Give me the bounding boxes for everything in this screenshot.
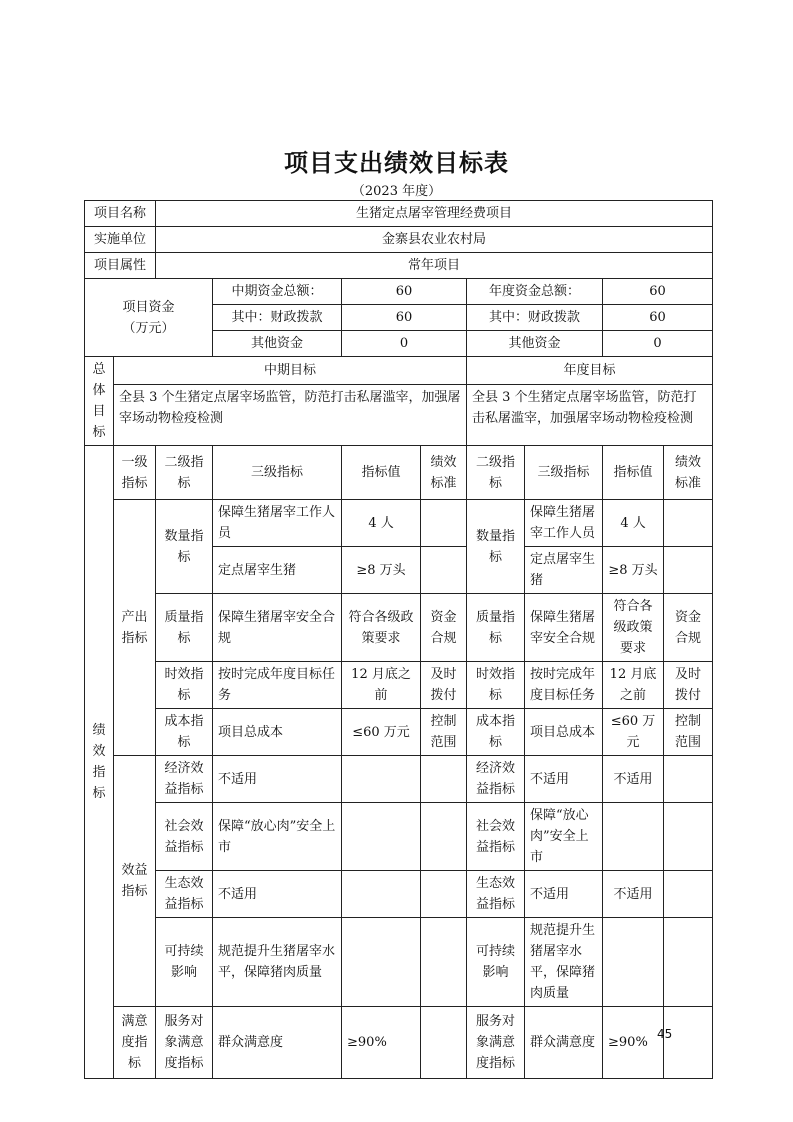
- performance-indicator-label: 绩效指标: [85, 446, 114, 1079]
- header-value: 指标值: [342, 446, 421, 500]
- annual-fiscal-label: 其中：财政拨款: [467, 305, 603, 331]
- standard-annual-cell: [664, 547, 713, 594]
- header-level3-annual: 三级指标: [525, 446, 603, 500]
- table-row: [85, 709, 713, 756]
- level3-annual-cell: 按时完成年度目标任务: [525, 662, 603, 709]
- benefit-indicator-label: 效益指标: [114, 756, 156, 1007]
- output-indicator-label: 产出指标: [114, 500, 156, 756]
- level3-cell: 定点屠宰生猪: [213, 547, 342, 594]
- value-cell: ≥90%: [342, 1007, 421, 1079]
- standard-annual-cell: [664, 500, 713, 547]
- header-standard-annual: 绩效标准: [664, 446, 713, 500]
- standard-annual-cell: [664, 803, 713, 871]
- level2-annual-cell: 生态效益指标: [467, 871, 525, 918]
- level2-annual-cell: 服务对象满意度指标: [467, 1007, 525, 1079]
- header-level2: 二级指标: [156, 446, 213, 500]
- standard-annual-cell: [664, 1007, 713, 1079]
- value-cell: [342, 803, 421, 871]
- mid-total-value: 60: [342, 279, 467, 305]
- level3-cell: 不适用: [213, 756, 342, 803]
- project-name-value: 生猪定点屠宰管理经费项目: [156, 201, 713, 227]
- year-label: （2023 年度）: [351, 184, 442, 199]
- standard-cell: [421, 547, 467, 594]
- unit-value: 金寨县农业农村局: [156, 227, 713, 253]
- standard-cell: 及时拨付: [421, 662, 467, 709]
- mid-goal-text: 全县 3 个生猪定点屠宰场监管，防范打击私屠滥宰，加强屠宰场动物检疫检测: [114, 385, 467, 446]
- level3-annual-cell: 不适用: [525, 756, 603, 803]
- level2-cell: 生态效益指标: [156, 871, 213, 918]
- level3-annual-cell: 保障生猪屠宰工作人员: [525, 500, 603, 547]
- level2-annual-cell: 成本指标: [467, 709, 525, 756]
- mid-fiscal-value: 60: [342, 305, 467, 331]
- mid-fiscal-label: 其中：财政拨款: [213, 305, 342, 331]
- level2-cell: 质量指标: [156, 594, 213, 662]
- level3-cell: 按时完成年度目标任务: [213, 662, 342, 709]
- standard-annual-cell: 资金合规: [664, 594, 713, 662]
- level3-cell: 群众满意度: [213, 1007, 342, 1079]
- value-annual-cell: ≥90%: [603, 1007, 664, 1079]
- value-cell: 4 人: [342, 500, 421, 547]
- value-cell: ≤60 万元: [342, 709, 421, 756]
- standard-cell: 控制范围: [421, 709, 467, 756]
- header-level1: 一级指标: [114, 446, 156, 500]
- level3-annual-cell: 保障生猪屠宰安全合规: [525, 594, 603, 662]
- level3-cell: 规范提升生猪屠宰水平，保障猪肉质量: [213, 918, 342, 1007]
- level2-annual-cell: 质量指标: [467, 594, 525, 662]
- value-annual-cell: 不适用: [603, 871, 664, 918]
- value-annual-cell: ≥8 万头: [603, 547, 664, 594]
- header-value-annual: 指标值: [603, 446, 664, 500]
- standard-cell: [421, 500, 467, 547]
- level3-annual-cell: 规范提升生猪屠宰水平，保障猪肉质量: [525, 918, 603, 1007]
- attr-value: 常年项目: [156, 253, 713, 279]
- annual-goal-header: 年度目标: [467, 357, 713, 385]
- level3-annual-cell: 定点屠宰生猪: [525, 547, 603, 594]
- standard-cell: [421, 1007, 467, 1079]
- level2-cell: 数量指标: [156, 500, 213, 594]
- level2-annual-cell: 可持续影响: [467, 918, 525, 1007]
- standard-cell: [421, 918, 467, 1007]
- annual-total-label: 年度资金总额：: [467, 279, 603, 305]
- header-level2-annual: 二级指标: [467, 446, 525, 500]
- level2-annual-cell: 经济效益指标: [467, 756, 525, 803]
- attr-label: 项目属性: [85, 253, 156, 279]
- value-annual-cell: [603, 918, 664, 1007]
- value-cell: [342, 756, 421, 803]
- standard-cell: [421, 871, 467, 918]
- level3-cell: 保障“放心肉”安全上市: [213, 803, 342, 871]
- page-title: 项目支出绩效目标表: [284, 149, 509, 177]
- value-annual-cell: 不适用: [603, 756, 664, 803]
- level3-cell: 不适用: [213, 871, 342, 918]
- standard-annual-cell: 控制范围: [664, 709, 713, 756]
- value-annual-cell: 符合各级政策要求: [603, 594, 664, 662]
- annual-other-value: 0: [603, 331, 713, 357]
- level2-cell: 社会效益指标: [156, 803, 213, 871]
- level3-cell: 保障生猪屠宰工作人员: [213, 500, 342, 547]
- unit-label: 实施单位: [85, 227, 156, 253]
- table-row: [85, 594, 713, 662]
- mid-other-label: 其他资金: [213, 331, 342, 357]
- level2-cell: 可持续影响: [156, 918, 213, 1007]
- page-number: 45: [657, 1027, 673, 1041]
- level3-annual-cell: 群众满意度: [525, 1007, 603, 1079]
- overall-goal-label: 总体目标: [85, 357, 114, 446]
- value-cell: 符合各级政策要求: [342, 594, 421, 662]
- level2-cell: 经济效益指标: [156, 756, 213, 803]
- level3-annual-cell: 保障“放心肉”安全上市: [525, 803, 603, 871]
- standard-annual-cell: [664, 918, 713, 1007]
- annual-other-label: 其他资金: [467, 331, 603, 357]
- table-row: [85, 756, 713, 803]
- value-cell: [342, 871, 421, 918]
- value-annual-cell: ≤60 万元: [603, 709, 664, 756]
- level2-annual-cell: 数量指标: [467, 500, 525, 594]
- level3-annual-cell: 项目总成本: [525, 709, 603, 756]
- value-annual-cell: 12 月底之前: [603, 662, 664, 709]
- level3-cell: 项目总成本: [213, 709, 342, 756]
- table-row: [85, 871, 713, 918]
- header-level3: 三级指标: [213, 446, 342, 500]
- header-standard: 绩效标准: [421, 446, 467, 500]
- mid-goal-header: 中期目标: [114, 357, 467, 385]
- mid-total-label: 中期资金总额：: [213, 279, 342, 305]
- level3-cell: 保障生猪屠宰安全合规: [213, 594, 342, 662]
- level2-annual-cell: 时效指标: [467, 662, 525, 709]
- value-cell: 12 月底之前: [342, 662, 421, 709]
- annual-total-value: 60: [603, 279, 713, 305]
- level2-annual-cell: 社会效益指标: [467, 803, 525, 871]
- value-annual-cell: 4 人: [603, 500, 664, 547]
- level2-cell: 时效指标: [156, 662, 213, 709]
- table-row: [85, 500, 713, 547]
- standard-cell: 资金合规: [421, 594, 467, 662]
- level3-annual-cell: 不适用: [525, 871, 603, 918]
- table-row: [85, 803, 713, 871]
- annual-goal-text: 全县 3 个生猪定点屠宰场监管，防范打击私屠滥宰，加强屠宰场动物检疫检测: [467, 385, 713, 446]
- standard-cell: [421, 803, 467, 871]
- satisfaction-indicator-label: 满意度指标: [114, 1007, 156, 1079]
- standard-cell: [421, 756, 467, 803]
- funds-label: 项目资金（万元）: [85, 279, 213, 357]
- mid-other-value: 0: [342, 331, 467, 357]
- table-row: [85, 1007, 713, 1079]
- table-row: [85, 918, 713, 1007]
- performance-target-table: [84, 200, 713, 1079]
- level2-cell: 服务对象满意度指标: [156, 1007, 213, 1079]
- value-annual-cell: [603, 803, 664, 871]
- annual-fiscal-value: 60: [603, 305, 713, 331]
- project-name-label: 项目名称: [85, 201, 156, 227]
- value-cell: [342, 918, 421, 1007]
- standard-annual-cell: [664, 871, 713, 918]
- table-row: [85, 662, 713, 709]
- standard-annual-cell: [664, 756, 713, 803]
- level2-cell: 成本指标: [156, 709, 213, 756]
- value-cell: ≥8 万头: [342, 547, 421, 594]
- standard-annual-cell: 及时拨付: [664, 662, 713, 709]
